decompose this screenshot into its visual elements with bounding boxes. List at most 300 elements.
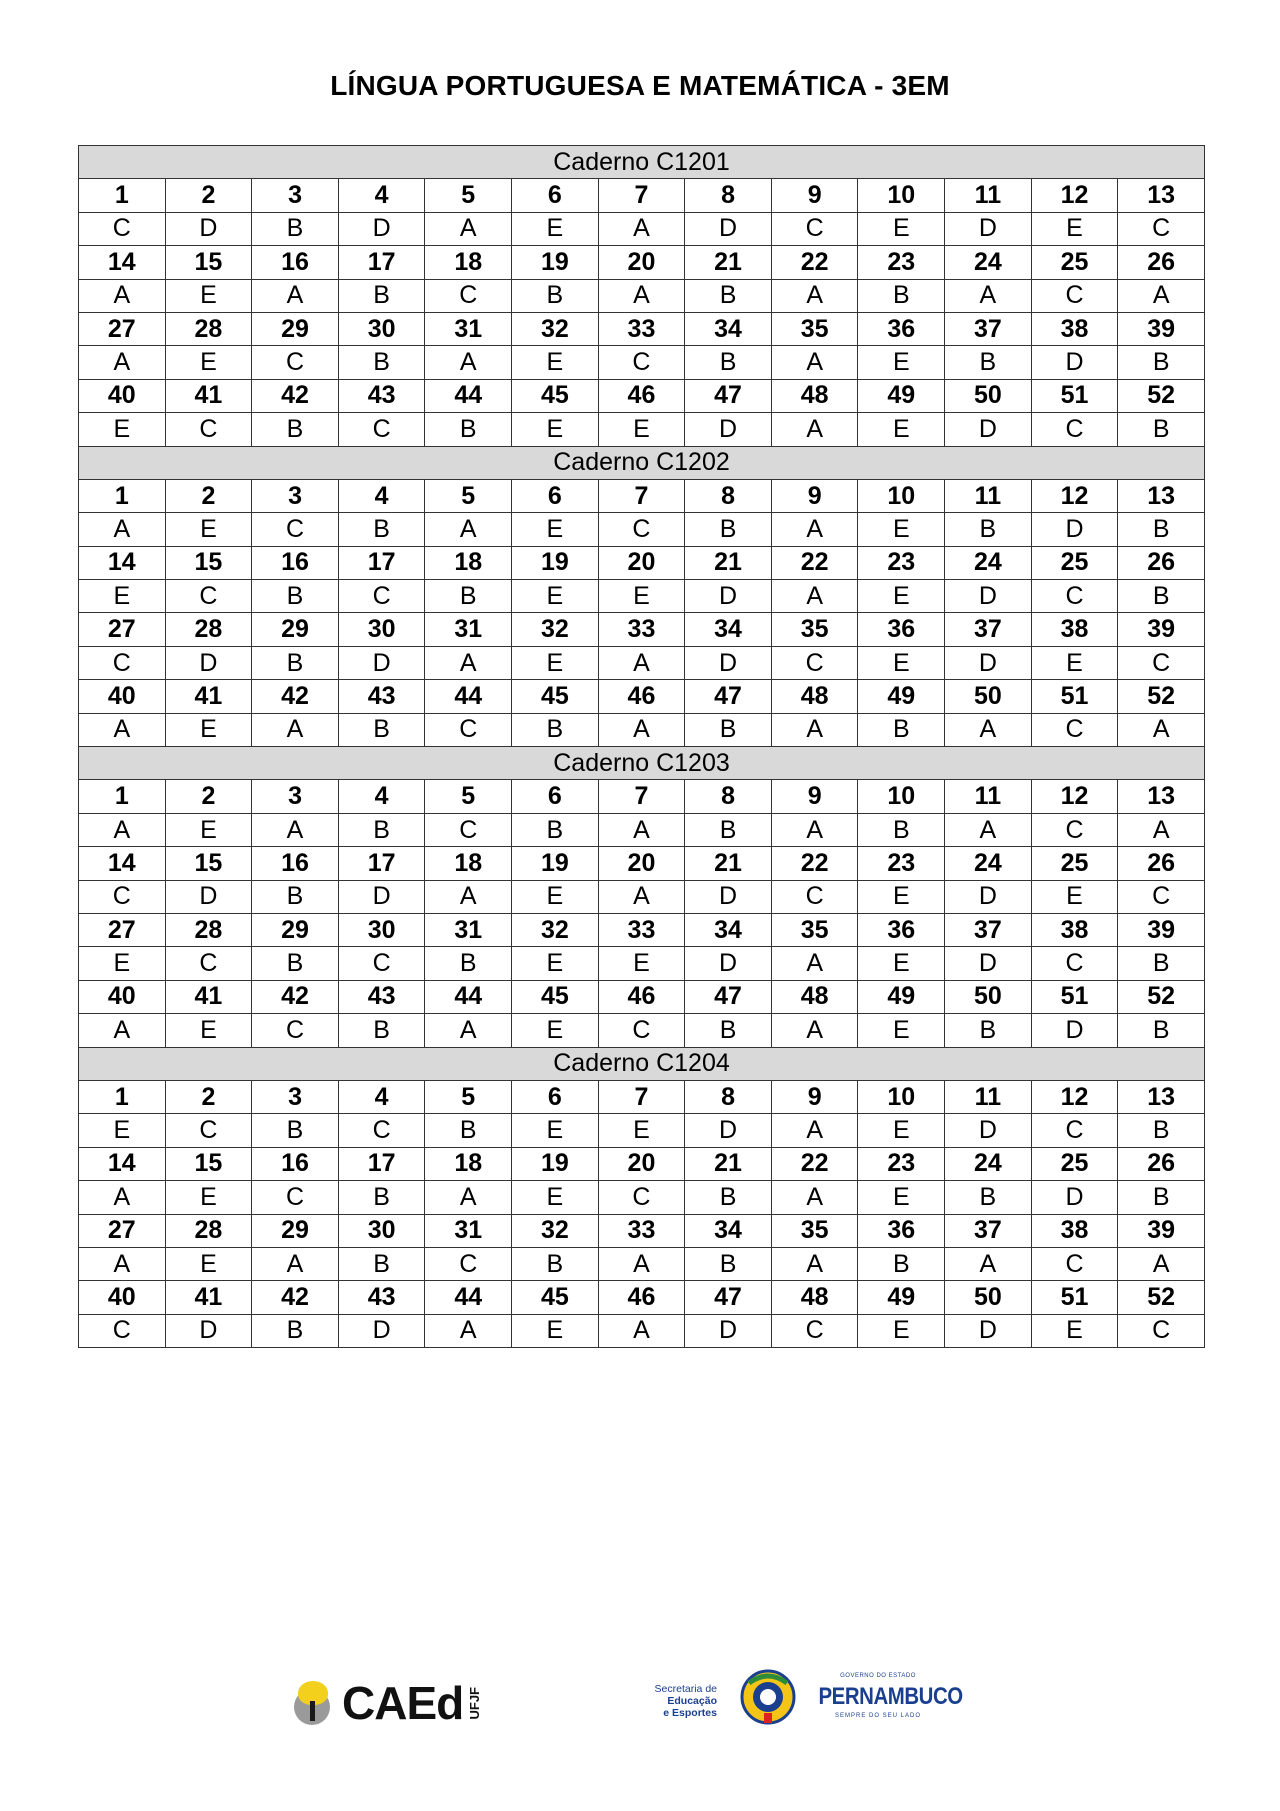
question-number: 5: [425, 179, 512, 212]
answer-letter: B: [685, 1014, 772, 1047]
question-number: 40: [79, 1281, 166, 1314]
question-number: 11: [945, 179, 1032, 212]
answer-letter: C: [598, 346, 685, 379]
question-number: 11: [945, 780, 1032, 813]
answer-letter: E: [512, 1114, 599, 1147]
answer-letter: B: [338, 1014, 425, 1047]
answer-letter: C: [425, 713, 512, 746]
answer-letter: A: [598, 1247, 685, 1280]
answer-letter: B: [338, 513, 425, 546]
secretaria-line-2: Educação: [667, 1695, 717, 1707]
question-number: 39: [1118, 1214, 1205, 1247]
question-number: 13: [1118, 780, 1205, 813]
question-number: 15: [165, 546, 252, 579]
answer-letter: A: [79, 1014, 166, 1047]
answer-letter: A: [425, 346, 512, 379]
answer-row: [79, 580, 1205, 613]
question-number: 27: [79, 1214, 166, 1247]
answer-letter: B: [1118, 1014, 1205, 1047]
answer-letter: E: [165, 813, 252, 846]
question-number: 17: [338, 246, 425, 279]
answer-letter: A: [425, 1181, 512, 1214]
question-number: 34: [685, 1214, 772, 1247]
question-number: 30: [338, 312, 425, 345]
question-number: 38: [1031, 913, 1118, 946]
answer-letter: C: [1118, 646, 1205, 679]
question-number: 46: [598, 980, 685, 1013]
question-number: 35: [771, 312, 858, 345]
question-number-row: [79, 780, 1205, 813]
question-number: 45: [512, 379, 599, 412]
answer-letter: A: [79, 513, 166, 546]
answer-row: [79, 947, 1205, 980]
answer-letter: A: [425, 646, 512, 679]
answer-letter: A: [598, 279, 685, 312]
answer-letter: B: [425, 947, 512, 980]
question-number: 10: [858, 1080, 945, 1113]
answer-letter: C: [1118, 1314, 1205, 1347]
question-number: 11: [945, 479, 1032, 512]
question-number: 21: [685, 246, 772, 279]
question-number-row: [79, 613, 1205, 646]
question-number: 35: [771, 1214, 858, 1247]
answer-letter: A: [252, 713, 339, 746]
question-number: 39: [1118, 312, 1205, 345]
question-number: 34: [685, 913, 772, 946]
answer-letter: A: [425, 880, 512, 913]
question-number: 33: [598, 913, 685, 946]
answer-letter: C: [598, 513, 685, 546]
question-number: 48: [771, 980, 858, 1013]
answer-letter: B: [685, 346, 772, 379]
question-number: 2: [165, 780, 252, 813]
answer-row: [79, 1314, 1205, 1347]
answer-letter: B: [945, 513, 1032, 546]
answer-letter: B: [338, 813, 425, 846]
answer-letter: C: [1118, 212, 1205, 245]
question-number: 6: [512, 780, 599, 813]
question-number: 22: [771, 546, 858, 579]
answer-letter: C: [771, 646, 858, 679]
answer-letter: A: [252, 813, 339, 846]
question-number: 3: [252, 780, 339, 813]
question-number: 25: [1031, 847, 1118, 880]
question-number: 15: [165, 246, 252, 279]
answer-letter: C: [338, 580, 425, 613]
question-number: 10: [858, 179, 945, 212]
question-number: 17: [338, 847, 425, 880]
caed-logo-text: CAEd: [342, 1677, 464, 1729]
caed-ufjf-text: UFJF: [467, 1686, 483, 1720]
answer-letter: D: [945, 1114, 1032, 1147]
answer-letter: A: [79, 346, 166, 379]
answer-letter: E: [1031, 1314, 1118, 1347]
answer-letter: A: [598, 212, 685, 245]
answer-letter: D: [165, 1314, 252, 1347]
answer-letter: E: [858, 1114, 945, 1147]
question-number: 1: [79, 1080, 166, 1113]
question-number: 50: [945, 680, 1032, 713]
question-number: 9: [771, 1080, 858, 1113]
question-number: 50: [945, 379, 1032, 412]
question-number-row: [79, 847, 1205, 880]
question-number: 30: [338, 913, 425, 946]
question-number: 14: [79, 246, 166, 279]
question-number: 11: [945, 1080, 1032, 1113]
question-number: 24: [945, 546, 1032, 579]
question-number: 7: [598, 479, 685, 512]
question-number: 52: [1118, 680, 1205, 713]
secretaria-text: [645, 1683, 717, 1719]
question-number: 23: [858, 847, 945, 880]
question-number: 12: [1031, 780, 1118, 813]
question-number: 9: [771, 479, 858, 512]
question-number: 21: [685, 546, 772, 579]
answer-letter: C: [425, 813, 512, 846]
answer-letter: A: [771, 713, 858, 746]
answer-letter: A: [945, 713, 1032, 746]
question-number: 5: [425, 479, 512, 512]
answer-letter: D: [685, 880, 772, 913]
answer-letter: B: [945, 1181, 1032, 1214]
question-number: 25: [1031, 546, 1118, 579]
question-number: 19: [512, 847, 599, 880]
question-number: 5: [425, 780, 512, 813]
answer-letter: D: [945, 580, 1032, 613]
answer-row: [79, 1247, 1205, 1280]
question-number: 13: [1118, 479, 1205, 512]
question-number: 27: [79, 312, 166, 345]
caderno-title: Caderno C1201: [79, 146, 1205, 179]
question-number: 35: [771, 613, 858, 646]
answer-letter: E: [598, 947, 685, 980]
answer-letter: B: [1118, 1181, 1205, 1214]
answer-letter: A: [425, 1314, 512, 1347]
secretaria-line-1: Secretaria de: [654, 1683, 717, 1695]
question-number: 25: [1031, 246, 1118, 279]
question-number-row: [79, 179, 1205, 212]
answer-letter: A: [771, 279, 858, 312]
question-number: 43: [338, 379, 425, 412]
question-number: 33: [598, 312, 685, 345]
question-number: 31: [425, 312, 512, 345]
question-number-row: [79, 1281, 1205, 1314]
answer-row: [79, 513, 1205, 546]
question-number-row: [79, 1214, 1205, 1247]
question-number: 22: [771, 847, 858, 880]
answer-letter: B: [252, 413, 339, 446]
answer-letter: E: [858, 1014, 945, 1047]
question-number: 34: [685, 613, 772, 646]
question-number: 39: [1118, 613, 1205, 646]
question-number: 36: [858, 1214, 945, 1247]
answer-letter: E: [512, 346, 599, 379]
answer-letter: A: [598, 646, 685, 679]
answer-letter: C: [1031, 413, 1118, 446]
answer-letter: C: [1118, 880, 1205, 913]
answer-letter: B: [338, 713, 425, 746]
question-number: 40: [79, 980, 166, 1013]
answer-letter: B: [338, 346, 425, 379]
answer-letter: A: [771, 1114, 858, 1147]
question-number: 6: [512, 1080, 599, 1113]
caderno-header-row: [79, 747, 1205, 780]
question-number: 36: [858, 913, 945, 946]
answer-letter: E: [1031, 212, 1118, 245]
question-number: 51: [1031, 680, 1118, 713]
question-number: 21: [685, 847, 772, 880]
question-number: 47: [685, 680, 772, 713]
question-number-row: [79, 379, 1205, 412]
question-number: 3: [252, 179, 339, 212]
answer-letter: E: [512, 1014, 599, 1047]
question-number: 47: [685, 980, 772, 1013]
pernambuco-coat-of-arms-icon: [735, 1663, 801, 1729]
answer-letter: C: [771, 1314, 858, 1347]
answer-letter: E: [512, 646, 599, 679]
question-number: 2: [165, 479, 252, 512]
answer-letter: E: [512, 947, 599, 980]
answer-letter: A: [252, 279, 339, 312]
question-number: 49: [858, 980, 945, 1013]
answer-letter: E: [858, 880, 945, 913]
question-number: 27: [79, 613, 166, 646]
answer-letter: D: [1031, 1014, 1118, 1047]
question-number: 38: [1031, 1214, 1118, 1247]
question-number: 4: [338, 1080, 425, 1113]
answer-letter: D: [945, 646, 1032, 679]
question-number: 42: [252, 980, 339, 1013]
question-number: 52: [1118, 379, 1205, 412]
answer-letter: A: [79, 713, 166, 746]
question-number: 41: [165, 680, 252, 713]
question-number: 37: [945, 613, 1032, 646]
answer-letter: B: [1118, 1114, 1205, 1147]
question-number: 37: [945, 312, 1032, 345]
answer-letter: A: [598, 713, 685, 746]
question-number: 17: [338, 1147, 425, 1180]
question-number: 28: [165, 613, 252, 646]
question-number: 26: [1118, 246, 1205, 279]
question-number: 46: [598, 379, 685, 412]
question-number: 2: [165, 1080, 252, 1113]
answer-letter: D: [165, 646, 252, 679]
answer-letter: E: [598, 413, 685, 446]
answer-letter: B: [512, 813, 599, 846]
question-number: 28: [165, 312, 252, 345]
question-number: 8: [685, 179, 772, 212]
answer-row: [79, 212, 1205, 245]
answer-letter: C: [1031, 1114, 1118, 1147]
answer-letter: B: [512, 713, 599, 746]
caderno-header-row: [79, 446, 1205, 479]
question-number: 50: [945, 980, 1032, 1013]
answer-letter: C: [252, 1014, 339, 1047]
answer-letter: C: [1031, 580, 1118, 613]
question-number-row: [79, 913, 1205, 946]
answer-row: [79, 1181, 1205, 1214]
question-number: 50: [945, 1281, 1032, 1314]
question-number: 3: [252, 479, 339, 512]
question-number: 38: [1031, 312, 1118, 345]
question-number: 36: [858, 312, 945, 345]
question-number: 16: [252, 546, 339, 579]
answer-letter: D: [945, 413, 1032, 446]
question-number: 40: [79, 680, 166, 713]
question-number: 49: [858, 379, 945, 412]
question-number: 8: [685, 1080, 772, 1113]
question-number: 2: [165, 179, 252, 212]
answer-row: [79, 1114, 1205, 1147]
answer-letter: E: [858, 346, 945, 379]
caderno-title: Caderno C1204: [79, 1047, 1205, 1080]
question-number: 14: [79, 1147, 166, 1180]
question-number: 24: [945, 246, 1032, 279]
answer-letter: B: [425, 580, 512, 613]
answer-letter: D: [1031, 1181, 1118, 1214]
question-number: 14: [79, 546, 166, 579]
answer-letter: E: [165, 713, 252, 746]
question-number: 8: [685, 479, 772, 512]
answer-letter: E: [512, 1181, 599, 1214]
answer-letter: A: [598, 880, 685, 913]
question-number: 15: [165, 1147, 252, 1180]
question-number: 6: [512, 179, 599, 212]
question-number: 31: [425, 613, 512, 646]
question-number: 51: [1031, 379, 1118, 412]
question-number: 22: [771, 246, 858, 279]
question-number: 44: [425, 379, 512, 412]
question-number: 47: [685, 1281, 772, 1314]
question-number: 3: [252, 1080, 339, 1113]
answer-letter: B: [252, 646, 339, 679]
answer-letter: A: [1118, 713, 1205, 746]
question-number: 32: [512, 312, 599, 345]
answer-letter: A: [1118, 1247, 1205, 1280]
answer-letter: C: [771, 212, 858, 245]
question-number: 30: [338, 613, 425, 646]
caderno-header-row: [79, 1047, 1205, 1080]
answer-letter: A: [79, 1181, 166, 1214]
caed-logo: [292, 1673, 482, 1733]
answer-letter: D: [945, 1314, 1032, 1347]
question-number: 19: [512, 246, 599, 279]
question-number: 12: [1031, 179, 1118, 212]
answer-letter: C: [252, 513, 339, 546]
answer-letter: B: [338, 1247, 425, 1280]
question-number: 48: [771, 1281, 858, 1314]
question-number: 29: [252, 613, 339, 646]
answer-letter: B: [1118, 413, 1205, 446]
question-number: 17: [338, 546, 425, 579]
answer-letter: A: [771, 346, 858, 379]
question-number: 1: [79, 780, 166, 813]
answer-letter: C: [252, 1181, 339, 1214]
answer-letter: C: [338, 1114, 425, 1147]
question-number: 22: [771, 1147, 858, 1180]
question-number: 41: [165, 379, 252, 412]
answer-letter: C: [1031, 713, 1118, 746]
answer-letter: A: [771, 1014, 858, 1047]
answer-letter: C: [598, 1014, 685, 1047]
question-number: 14: [79, 847, 166, 880]
answer-letter: D: [1031, 346, 1118, 379]
answer-letter: C: [338, 947, 425, 980]
answer-letter: B: [858, 1247, 945, 1280]
answer-letter: E: [512, 580, 599, 613]
answer-row: [79, 279, 1205, 312]
caderno-title: Caderno C1203: [79, 747, 1205, 780]
question-number: 52: [1118, 1281, 1205, 1314]
question-number: 18: [425, 546, 512, 579]
answer-letter: E: [165, 1014, 252, 1047]
answer-letter: A: [945, 813, 1032, 846]
pernambuco-logo: [808, 1673, 963, 1719]
question-number: 19: [512, 1147, 599, 1180]
question-number: 44: [425, 680, 512, 713]
answer-letter: B: [252, 212, 339, 245]
question-number: 1: [79, 479, 166, 512]
answer-letter: E: [512, 212, 599, 245]
question-number: 42: [252, 1281, 339, 1314]
question-number: 29: [252, 913, 339, 946]
answer-letter: C: [425, 279, 512, 312]
question-number: 28: [165, 1214, 252, 1247]
answer-letter: B: [1118, 580, 1205, 613]
answer-letter: E: [1031, 880, 1118, 913]
question-number: 18: [425, 1147, 512, 1180]
question-number: 4: [338, 479, 425, 512]
question-number: 23: [858, 246, 945, 279]
question-number: 16: [252, 246, 339, 279]
answer-letter: A: [598, 1314, 685, 1347]
answer-letter: C: [771, 880, 858, 913]
question-number: 40: [79, 379, 166, 412]
question-number: 34: [685, 312, 772, 345]
answer-letter: B: [1118, 346, 1205, 379]
answer-letter: D: [685, 413, 772, 446]
answer-letter: A: [771, 947, 858, 980]
question-number: 41: [165, 980, 252, 1013]
question-number: 18: [425, 847, 512, 880]
answer-letter: B: [252, 1114, 339, 1147]
question-number: 10: [858, 780, 945, 813]
question-number: 49: [858, 1281, 945, 1314]
answer-letter: B: [252, 1314, 339, 1347]
answer-letter: B: [425, 413, 512, 446]
answer-letter: B: [512, 1247, 599, 1280]
answer-row: [79, 813, 1205, 846]
question-number-row: [79, 312, 1205, 345]
answer-letter: E: [512, 880, 599, 913]
question-number: 4: [338, 179, 425, 212]
answer-letter: C: [338, 413, 425, 446]
answer-letter: B: [338, 279, 425, 312]
answer-letter: D: [685, 947, 772, 980]
answer-letter: D: [945, 947, 1032, 980]
question-number-row: [79, 479, 1205, 512]
question-number: 6: [512, 479, 599, 512]
answer-letter: C: [79, 212, 166, 245]
question-number: 20: [598, 847, 685, 880]
question-number: 25: [1031, 1147, 1118, 1180]
question-number: 20: [598, 1147, 685, 1180]
answer-letter: E: [165, 1247, 252, 1280]
question-number-row: [79, 546, 1205, 579]
answer-letter: A: [771, 1247, 858, 1280]
answer-letter: C: [165, 580, 252, 613]
question-number: 16: [252, 1147, 339, 1180]
